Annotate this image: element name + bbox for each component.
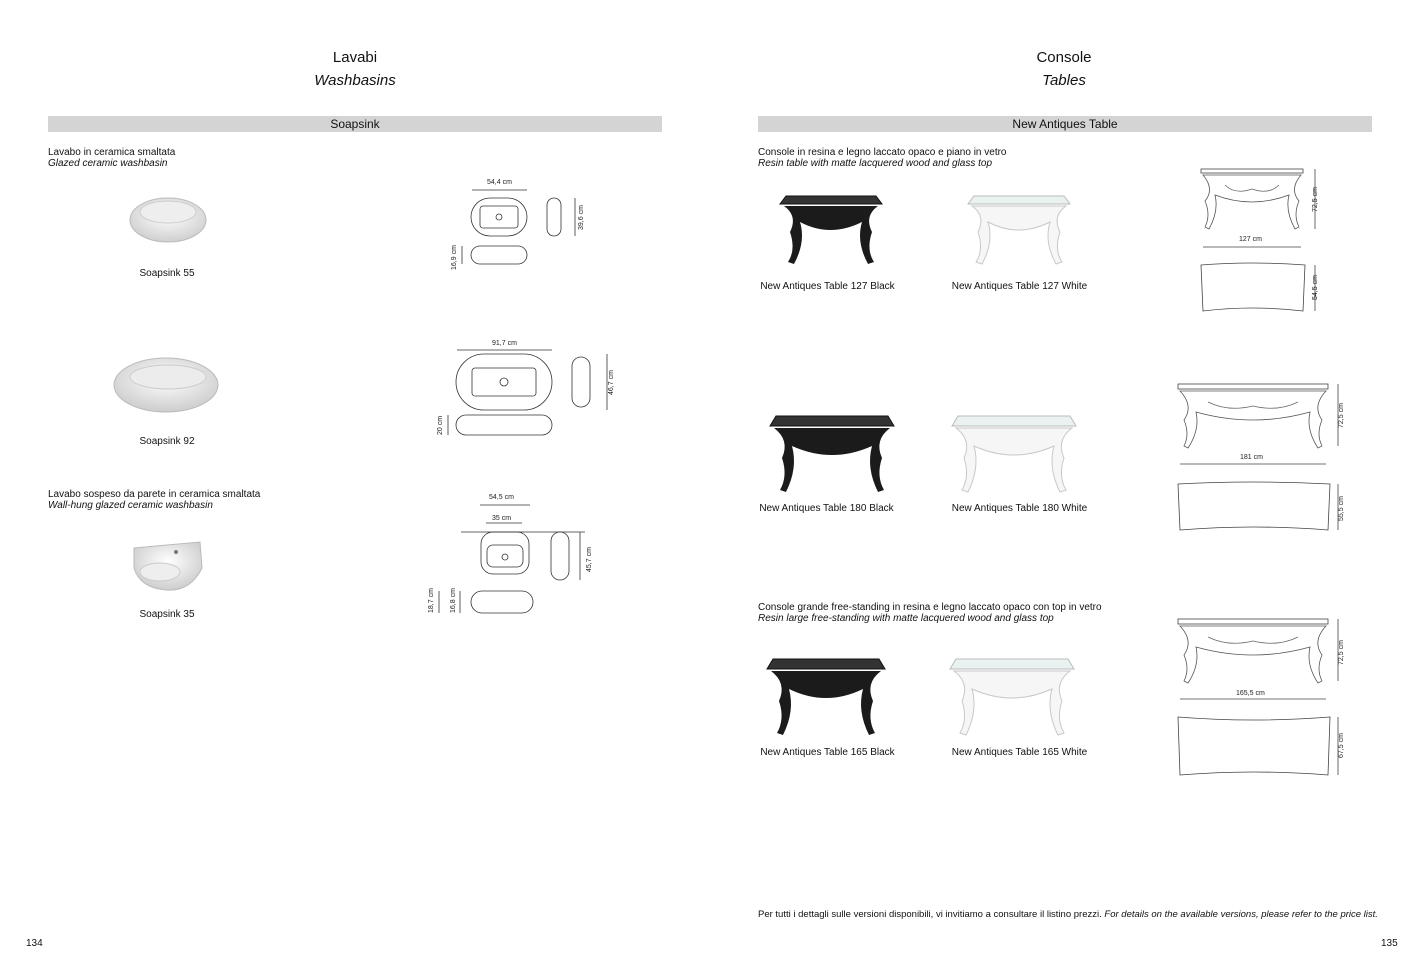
left-page-subtitle: Washbasins	[314, 72, 396, 89]
desc-italian: Console in resina e legno laccato opaco e piano in vetro	[758, 147, 1007, 158]
washbasin-image	[112, 352, 220, 414]
dimension-label: 67,5 cm	[1338, 733, 1345, 758]
console-table-image	[765, 655, 887, 737]
dimension-label: 72,5 cm	[1338, 640, 1345, 665]
page-number-left: 134	[26, 938, 43, 949]
dimension-label: 54,5 cm	[489, 494, 514, 501]
desc-italian: Console grande free-standing in resina e legno laccato opaco con top in vetro	[758, 602, 1102, 613]
dimension-label: 165,5 cm	[1236, 690, 1265, 697]
right-page-title: Console	[1036, 49, 1092, 66]
section-bar-new-antiques-table: New Antiques Table	[758, 116, 1372, 132]
desc-english: Resin large free-standing with matte lacquered wood and glass top	[758, 613, 1054, 624]
footer-english: For details on the available versions, please refer to the price list.	[1104, 909, 1378, 920]
product-caption: Soapsink 55	[139, 268, 195, 279]
dimension-label: 16,8 cm	[450, 588, 457, 613]
left-page-title: Lavabi	[332, 49, 378, 66]
washbasin-drawing	[440, 340, 630, 440]
group-description	[758, 147, 1007, 169]
product-caption: Soapsink 92	[139, 436, 195, 447]
dimension-label: 127 cm	[1239, 236, 1262, 243]
desc-english: Glazed ceramic washbasin	[48, 158, 168, 169]
console-table-image	[778, 192, 883, 267]
product-caption: New Antiques Table 180 White	[951, 503, 1088, 514]
group-description	[48, 147, 175, 169]
dimension-label: 16,9 cm	[451, 245, 458, 270]
section-bar-soapsink: Soapsink	[48, 116, 662, 132]
console-table-image	[966, 192, 1071, 267]
desc-italian: Lavabo sospeso da parete in ceramica smaltata	[48, 489, 261, 500]
page-number-right: 135	[1381, 938, 1398, 949]
dimension-label: 20 cm	[437, 415, 444, 435]
dimension-label: 72,5 cm	[1312, 187, 1319, 212]
product-caption: New Antiques Table 165 White	[951, 747, 1088, 758]
product-caption: Soapsink 35	[139, 609, 195, 620]
product-caption: New Antiques Table 127 Black	[760, 281, 895, 292]
dimension-label: 39,6 cm	[578, 205, 585, 230]
dimension-label: 91,7 cm	[492, 340, 517, 347]
washbasin-image	[126, 192, 210, 244]
console-table-image	[768, 412, 896, 494]
right-page-subtitle: Tables	[1042, 72, 1086, 89]
dimension-label: 46,7 cm	[608, 370, 615, 395]
dimension-label: 35 cm	[492, 515, 512, 522]
washbasin-image	[130, 538, 205, 593]
group-description	[758, 602, 1102, 624]
product-caption: New Antiques Table 127 White	[951, 281, 1088, 292]
footer-note	[758, 909, 1378, 920]
console-table-image	[950, 412, 1078, 494]
dimension-label: 72,5 cm	[1338, 403, 1345, 428]
console-table-image	[948, 655, 1076, 737]
dimension-label: 54,4 cm	[487, 179, 512, 186]
product-caption: New Antiques Table 180 Black	[759, 503, 894, 514]
dimension-label: 45,7 cm	[586, 547, 593, 572]
dimension-label: 18,7 cm	[428, 588, 435, 613]
desc-english: Resin table with matte lacquered wood and glass top	[758, 158, 993, 169]
footer-italian: Per tutti i dettagli sulle versioni disponibili, vi invitiamo a consultare il listino prezzi.	[758, 909, 1102, 920]
desc-english: Wall-hung glazed ceramic washbasin	[48, 500, 213, 511]
dimension-label: 54,5 cm	[1312, 275, 1319, 300]
group-description	[48, 489, 260, 511]
desc-italian: Lavabo in ceramica smaltata	[48, 147, 176, 158]
console-table-drawing	[1172, 615, 1352, 780]
dimension-label: 55,5 cm	[1338, 496, 1345, 521]
product-caption: New Antiques Table 165 Black	[760, 747, 895, 758]
dimension-label: 181 cm	[1240, 454, 1263, 461]
